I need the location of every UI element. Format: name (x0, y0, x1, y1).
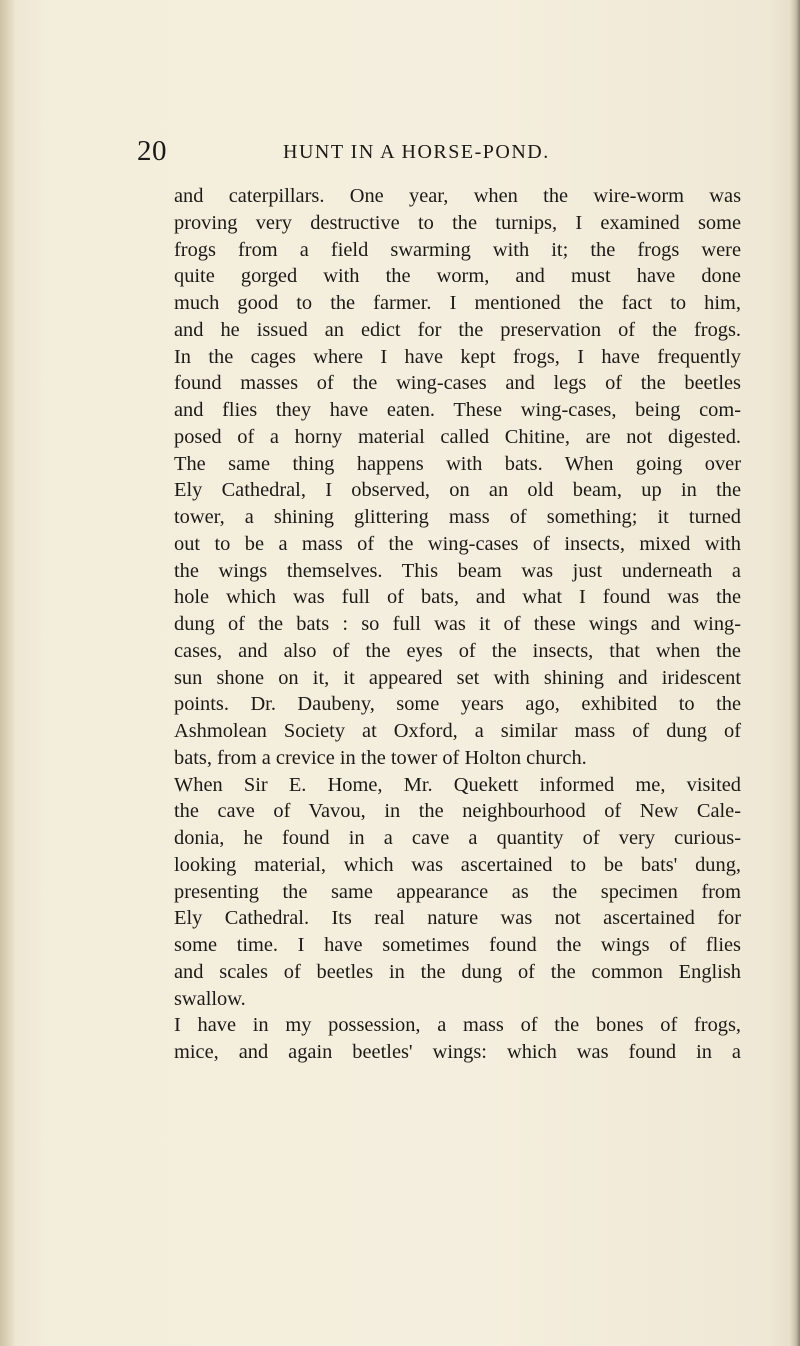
text-line: points. Dr. Daubeny, some years ago, exhibited to the (174, 693, 741, 716)
text-line: hole which was full of bats, and what I found was the (174, 586, 741, 609)
text-line: proving very destructive to the turnips, I examined some (174, 211, 741, 234)
text-line: much good to the farmer. I mentioned the fact to him, (174, 292, 741, 314)
text-line: frogs from a field swarming with it; the frogs were (174, 238, 741, 261)
text-line: swallow. (174, 987, 246, 1010)
running-title: HUNT IN A HORSE-POND. (283, 141, 550, 163)
text-line: cases, and also of the eyes of the insects, that when the (174, 639, 741, 662)
text-line: and scales of beetles in the dung of the common English (174, 960, 741, 983)
text-line: In the cages where I have kept frogs, I have frequently (174, 345, 741, 368)
text-line: some time. I have sometimes found the wings of flies (174, 934, 741, 956)
text-line: mice, and again beetles' wings: which was found in a (174, 1041, 741, 1063)
text-line: and he issued an edict for the preservation of the frogs. (174, 318, 741, 341)
text-line: I have in my possession, a mass of the bones of frogs, (174, 1014, 741, 1037)
text-line: looking material, which was ascertained to be bats' dung, (174, 853, 741, 876)
text-line: dung of the bats : so full was it of these wings and wing- (174, 613, 741, 635)
running-head (137, 136, 657, 166)
text-line: and caterpillars. One year, when the wire-worm was (174, 185, 741, 207)
text-line: the cave of Vavou, in the neighbourhood of New Cale- (174, 800, 741, 823)
text-line: and flies they have eaten. These wing-cases, being com- (174, 399, 741, 421)
text-line: The same thing happens with bats. When going over (174, 452, 741, 475)
text-line: When Sir E. Home, Mr. Quekett informed me, visited (174, 773, 741, 796)
text-line: tower, a shining glittering mass of something; it turned (174, 506, 741, 528)
text-line: quite gorged with the worm, and must have done (174, 265, 741, 288)
text-line: Ely Cathedral, I observed, on an old beam, up in the (174, 479, 741, 502)
text-line: out to be a mass of the wing-cases of insects, mixed with (174, 532, 741, 555)
body-text (174, 183, 741, 1066)
text-line: sun shone on it, it appeared set with shining and iridescent (174, 666, 741, 689)
text-line: presenting the same appearance as the specimen from (174, 880, 741, 903)
text-line: the wings themselves. This beam was just underneath a (174, 559, 741, 582)
text-line: bats, from a crevice in the tower of Holton church. (174, 746, 587, 769)
text-line: Ely Cathedral. Its real nature was not ascertained for (174, 907, 741, 930)
text-line: donia, he found in a cave a quantity of very curious- (174, 827, 741, 849)
text-line: Ashmolean Society at Oxford, a similar mass of dung of (174, 720, 741, 742)
page-edge-shadow (790, 0, 800, 1346)
page-number: 20 (137, 135, 167, 167)
text-line: found masses of the wing-cases and legs of the beetles (174, 372, 741, 395)
page-gutter-shadow (0, 0, 16, 1346)
text-line: posed of a horny material called Chitine, are not digested. (174, 425, 741, 448)
